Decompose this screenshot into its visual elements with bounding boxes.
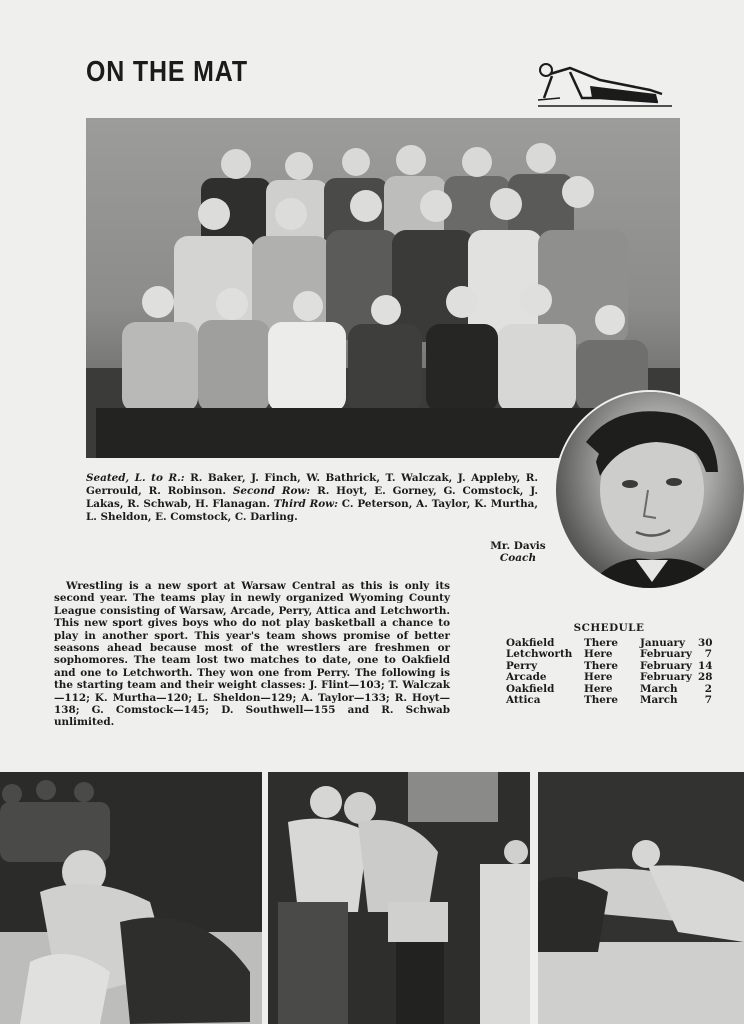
schedule-opponent: Letchworth [506, 648, 573, 661]
coach-role: Coach [499, 552, 537, 564]
caption-second-names: R. Hoyt, E. Gorney, G. Comstock, J. Lakas, R. Schwab, H. Flanagan. [86, 485, 538, 510]
schedule-month: January [640, 637, 686, 649]
wrestler-sketch-illustration [530, 58, 674, 112]
article-text: Wrestling is a new sport at Warsaw Central as this is only its second year. The teams play in newly organized Wyoming County League consisting of Warsaw, Arcade, Perry, Attica and Letchworth. This new sport gives boys who do not play basketball a chance to play in another sport. This year's team shows promise of better seasons ahead because most of the wrestlers are freshmen or sophomores. The team lost two matches to date, one to Oakfield and one to Letchworth. They won one from Perry. The following is the starting team and their weight classes: J. Flint—103; T. Walczak—112; K. Murtha—120; L. Sheldon—129; A. Taylor—133; R. Hoyt—138; G. Comstock—145; D. Southwell—155 and R. Schwab unlimited. [54, 580, 450, 729]
schedule-title: SCHEDULE [573, 622, 645, 634]
coach-portrait [556, 392, 744, 588]
caption-seated-label: Seated, L. to R.: [86, 472, 185, 484]
schedule-location: Here [584, 671, 613, 684]
schedule-opponent: Attica [506, 694, 541, 707]
caption-third-label: Third Row: [269, 498, 338, 510]
schedule-location: Here [584, 682, 613, 695]
schedule-location: Here [584, 648, 613, 661]
caption-third-names: C. Peterson, A. Taylor, K. Murtha, L. Sheldon, E. Comstock, C. Darling. [86, 498, 538, 523]
schedule-opponent: Arcade [506, 671, 547, 684]
schedule-opponent: Perry [506, 659, 538, 672]
wrestling-action-photo-left [0, 772, 262, 1024]
schedule-day: 7 [704, 694, 712, 707]
schedule-month: March [640, 682, 678, 695]
coach-label [452, 540, 584, 564]
coach-name: Mr. Davis [490, 540, 546, 552]
schedule-table [506, 622, 712, 706]
wrestling-action-photo-right [538, 772, 744, 1024]
caption-second-label: Second Row: [225, 485, 311, 497]
schedule-location: There [584, 694, 618, 707]
schedule-month: February [640, 671, 692, 684]
page-title: ON THE MAT [86, 56, 248, 88]
schedule-day: 2 [704, 682, 712, 695]
schedule-month: February [640, 659, 692, 672]
schedule-day: 30 [698, 637, 713, 649]
schedule-location: There [584, 659, 618, 672]
schedule-opponent: Oakfield [506, 682, 555, 695]
team-caption [86, 472, 538, 524]
schedule-location: There [584, 637, 618, 649]
schedule-day: 28 [698, 671, 713, 684]
caption-seated-names: R. Baker, J. Finch, W. Bathrick, T. Walczak, J. Appleby, R. Gerrould, R. Robinson. [86, 472, 539, 497]
wrestling-action-photo-center [268, 772, 530, 1024]
schedule-day: 7 [704, 648, 712, 661]
schedule-row [506, 695, 712, 706]
schedule-month: February [640, 648, 692, 661]
schedule-row [506, 672, 712, 683]
schedule-day: 14 [698, 659, 713, 672]
schedule-opponent: Oakfield [506, 637, 555, 649]
schedule-month: March [640, 694, 678, 707]
